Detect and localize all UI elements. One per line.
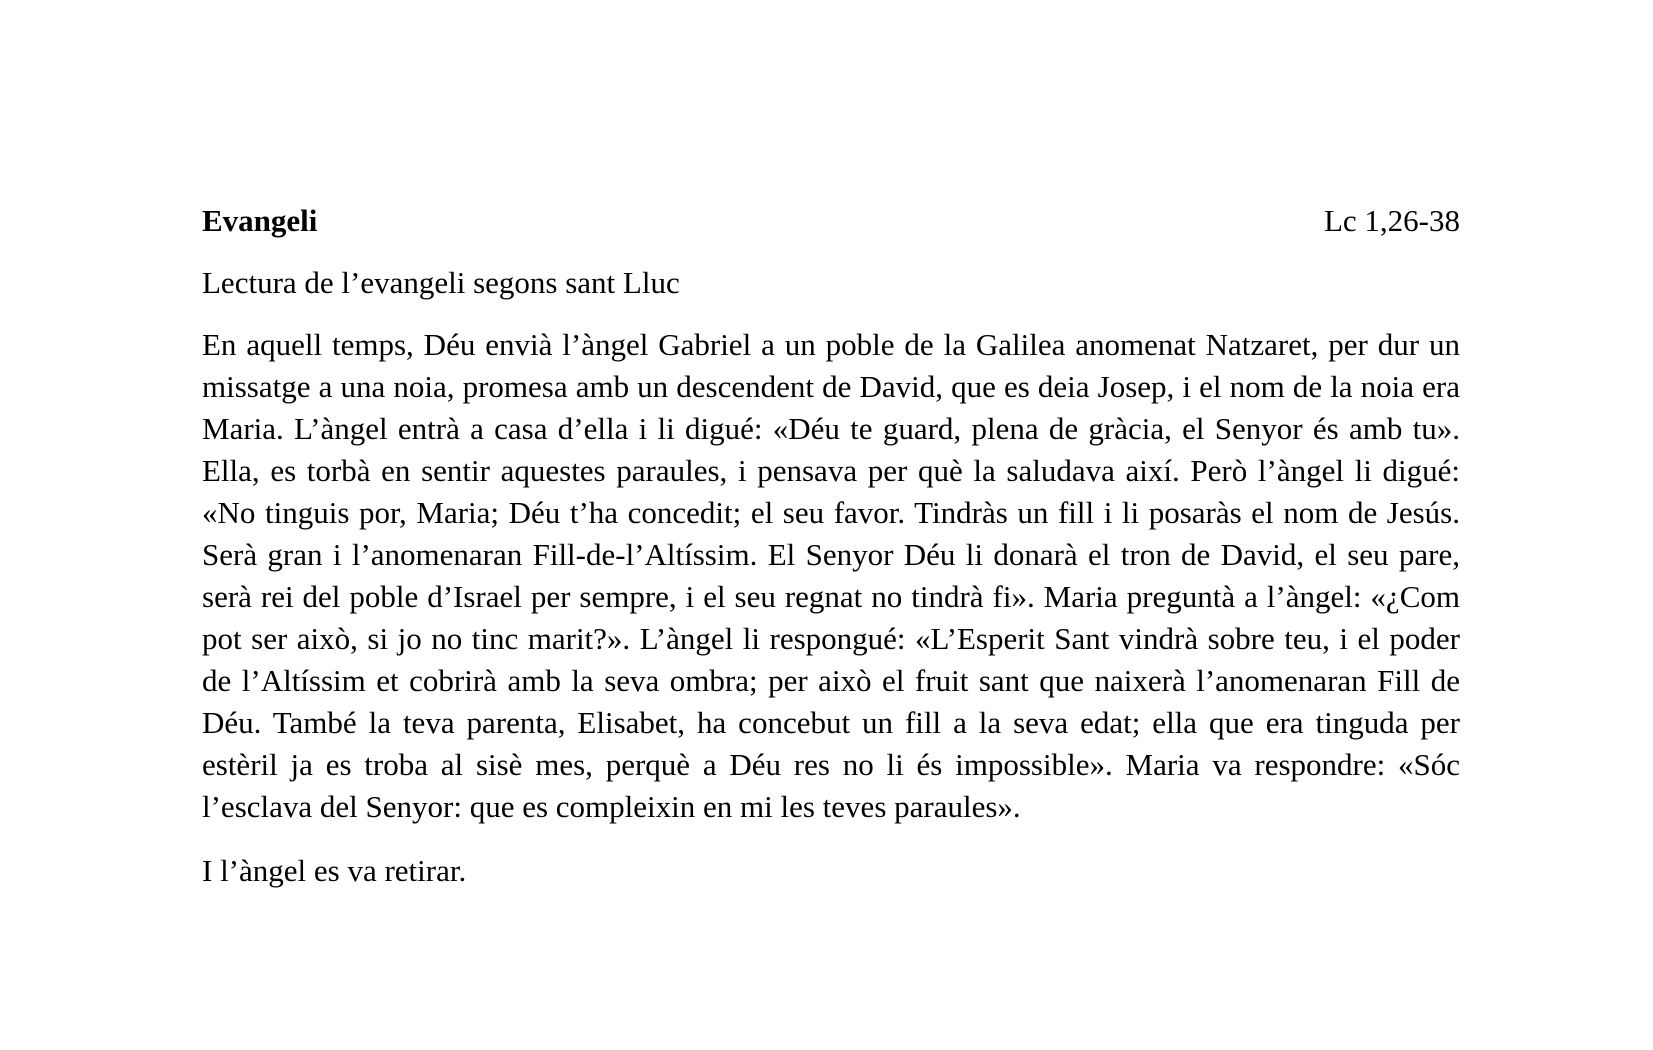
- document-page: [202, 200, 1460, 892]
- reading-intro: Lectura de l’evangeli segons sant Lluc: [202, 265, 680, 300]
- scripture-reference: Lc 1,26-38: [1323, 203, 1460, 238]
- reading-body: En aquell temps, Déu envià l’àngel Gabriel a un poble de la Galilea anomenat Natzaret, per dur un missatge a una noia, promesa amb un descendent de David, que es deia Josep, i el nom de la noia era Maria. L’àngel entrà a casa d’ella i li digué: «Déu te guard, plena de gràcia, el Senyor és amb tu». Ella, es torbà en sentir aquestes paraules, i pensava per què la saludava així. Però l’àngel li digué: «No tinguis por, Maria; Déu t’ha concedit; el seu favor. Tindràs un fill i li posaràs el nom de Jesús. Serà gran i l’anomenaran Fill-de-l’Altíssim. El Senyor Déu li donarà el tron de David, el seu pare, serà rei del poble d’Israel per sempre, i el seu regnat no tindrà fi». Maria preguntà a l’àngel: «¿Com pot ser això, si jo no tinc marit?». L’àngel li respongué: «L’Esperit Sant vindrà sobre teu, i el poder de l’Altíssim et cobrirà amb la seva ombra; per això el fruit sant que naixerà l’anomenaran Fill de Déu. També la teva parenta, Elisabet, ha concebut un fill a la seva edat; ella que era tinguda per estèril ja es troba al sisè mes, perquè a Déu res no li és impossible». Maria va respondre: «Sóc l’esclava del Senyor: que es compleixin en mi les teves paraules».: [202, 327, 1460, 824]
- reading-closing: I l’àngel es va retirar.: [202, 853, 467, 888]
- heading-row: [202, 200, 1460, 242]
- section-title: Evangeli: [202, 203, 318, 238]
